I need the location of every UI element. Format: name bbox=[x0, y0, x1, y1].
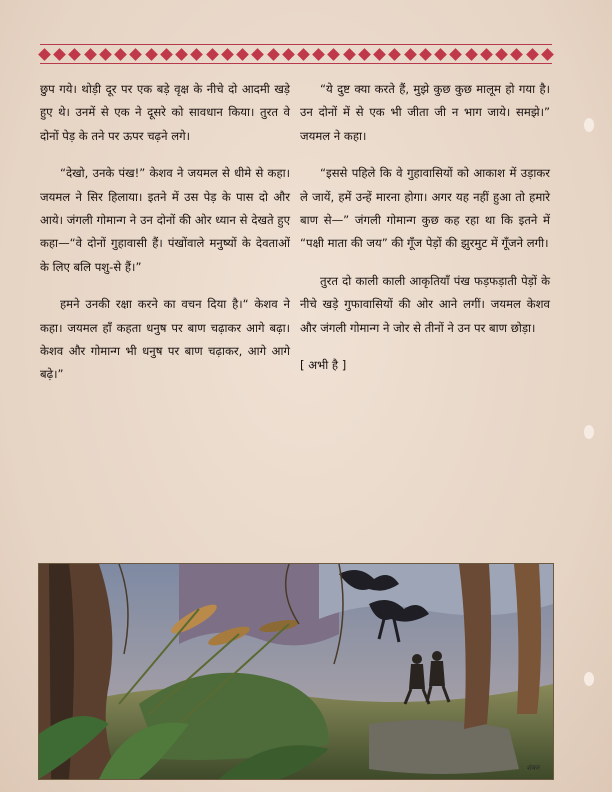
forest-scene bbox=[39, 564, 553, 779]
border-diamond bbox=[510, 48, 523, 61]
border-diamond bbox=[114, 48, 127, 61]
punch-hole bbox=[584, 672, 594, 686]
stone-path bbox=[369, 720, 519, 774]
border-diamond bbox=[84, 48, 97, 61]
distant-foliage bbox=[179, 564, 339, 645]
border-diamond bbox=[175, 48, 188, 61]
border-diamond bbox=[465, 48, 478, 61]
border-diamond bbox=[297, 48, 310, 61]
border-diamond bbox=[251, 48, 264, 61]
border-diamond bbox=[236, 48, 249, 61]
border-diamond bbox=[69, 48, 82, 61]
border-diamond bbox=[343, 48, 356, 61]
paragraph: तुरत दो काली काली आकृतियाँ पंख फड़फड़ाती पेड़ों के नीचे खड़े गुफावासियों की ओर आने लगीं। जयमल केशव और जंगली गोमान्ग ने जोर से तीनों ने उन पर बाण छोड़ा। bbox=[300, 273, 550, 335]
border-diamond bbox=[130, 48, 143, 61]
border-diamond bbox=[206, 48, 219, 61]
border-diamond bbox=[99, 48, 112, 61]
right-text-column bbox=[300, 78, 550, 377]
border-diamond bbox=[221, 48, 234, 61]
paragraph: हमने उनकी रक्षा करने का वचन दिया है।“ केशव ने कहा। जयमल हाँ कहता धनुष पर बाण चढ़ाकर आगे बढ़ा। केशव और गोमान्ग भी धनुष पर बाण चढ़ाकर, आगे आगे बढ़े।” bbox=[40, 297, 290, 382]
border-diamond bbox=[389, 48, 402, 61]
border-diamond bbox=[53, 48, 66, 61]
border-diamond bbox=[449, 48, 462, 61]
border-diamond bbox=[419, 48, 432, 61]
left-text-column bbox=[40, 78, 290, 387]
punch-hole bbox=[584, 118, 594, 132]
border-diamond bbox=[312, 48, 325, 61]
border-diamond bbox=[526, 48, 539, 61]
border-diamond bbox=[541, 48, 554, 61]
artist-signature: शंकर bbox=[527, 764, 540, 772]
border-diamond bbox=[495, 48, 508, 61]
paragraph: “ये दुष्ट क्या करते हैं, मुझे कुछ कुछ मालूम हो गया है। उन दोनों में से एक भी जीता जी न भाग जाये। समझे।” जयमल ने कहा। bbox=[300, 82, 550, 143]
border-diamond bbox=[267, 48, 280, 61]
punch-hole bbox=[584, 425, 594, 439]
paragraph: “देखो, उनके पंख!” केशव ने जयमल से धीमे से कहा। जयमल ने सिर हिलाया। इतने में उस पेड़ के पास दो और आये। जंगली गोमान्ग ने उन दोनों की ओर ध्यान से देखते हुए कहा—“वे दोनों गुहावासी हैं। पंखोंवाले मनुष्यों के देवताओं के लिए बलि पशु-से हैं।” bbox=[40, 166, 290, 274]
border-diamond bbox=[373, 48, 386, 61]
border-diamond bbox=[282, 48, 295, 61]
paragraph: “इससे पहिले कि वे गुहावासियों को आकाश में उड़ाकर ले जायें, हमें उन्हें मारना होगा। अगर यह नहीं हुआ तो हमारे बाण से—” जंगली गोमान्ग कुछ कह रहा था कि इतने में “पक्षी माता की जय” की गूँज पेड़ों की झुरमुट में गूँजने लगी। bbox=[300, 166, 550, 251]
border-diamond bbox=[38, 48, 51, 61]
border-diamond bbox=[145, 48, 158, 61]
border-diamond bbox=[358, 48, 371, 61]
border-diamond bbox=[160, 48, 173, 61]
forest-illustration bbox=[38, 563, 554, 780]
border-diamond bbox=[190, 48, 203, 61]
decorative-border bbox=[40, 44, 552, 64]
paragraph: छुप गये। थोड़ी दूर पर एक बड़े वृक्ष के नीचे दो आदमी खड़े हुए थे। उनमें से एक ने दूसरे को सावधान किया। तुरत वे दोनों पेड़ के तने पर ऊपर चढ़ने लगे। bbox=[40, 82, 290, 143]
border-diamond bbox=[480, 48, 493, 61]
border-diamond bbox=[434, 48, 447, 61]
border-diamond bbox=[328, 48, 341, 61]
border-diamond bbox=[404, 48, 417, 61]
continued-marker: [ अभी है ] bbox=[300, 358, 347, 373]
